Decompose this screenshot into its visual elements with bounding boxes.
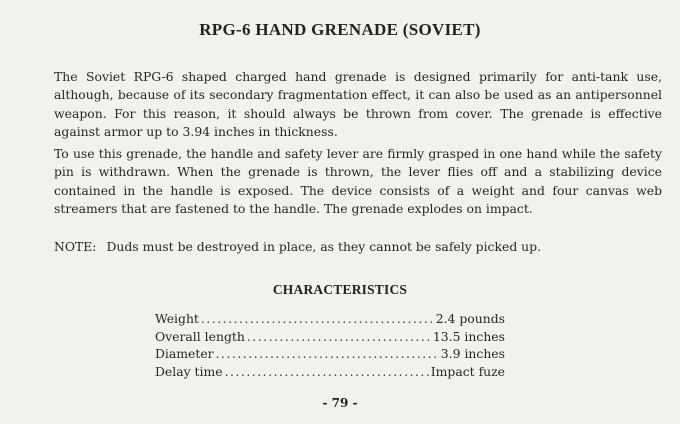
note-line [54, 238, 662, 256]
spec-name: Overall length [155, 328, 245, 344]
page-title: RPG-6 HAND GRENADE (SOVIET) [199, 20, 481, 39]
characteristics-table [155, 310, 505, 380]
page-number: - 79 - [322, 396, 358, 410]
spec-row-delay-time [155, 363, 505, 381]
spec-row-diameter [155, 345, 505, 363]
characteristics-heading: CHARACTERISTICS [272, 282, 408, 297]
spec-value: Impact fuze [430, 363, 505, 379]
spec-name: Weight [155, 311, 199, 326]
spec-value: 13.5 inches [432, 328, 505, 344]
paragraph-intro: The Soviet RPG-6 shaped charged hand grenade is designed primarily for anti-tank use, although, because of its secondary fragmentation effect, it can also be used as an antipersonnel weapon. For this reason, it should always be thrown from cover. The grenade is effective against armor up to 3.94 inches in thickness. [54, 69, 662, 140]
note-text: Duds must be destroyed in place, as they cannot be safely picked up. [106, 239, 542, 254]
spec-row-weight [155, 310, 505, 328]
dot-leader [247, 328, 431, 346]
paragraph-usage: To use this grenade, the handle and safety lever are firmly grasped in one hand while the safety pin is withdrawn. When the grenade is thrown, the lever flies off and a stabilizing device contained in the handle is exposed. The device consists of a weight and four canvas web streamers that are fastened to the handle. The grenade explodes on impact. [54, 146, 662, 217]
spec-value: 3.9 inches [440, 346, 505, 362]
dot-leader [216, 345, 439, 363]
spec-value: 2.4 pounds [435, 311, 505, 326]
spec-name: Diameter [155, 346, 214, 362]
dot-leader [225, 363, 429, 381]
spec-name: Delay time [155, 363, 223, 379]
note-label: NOTE: [54, 239, 97, 254]
spec-row-overall-length [155, 328, 505, 346]
dot-leader [201, 310, 434, 328]
